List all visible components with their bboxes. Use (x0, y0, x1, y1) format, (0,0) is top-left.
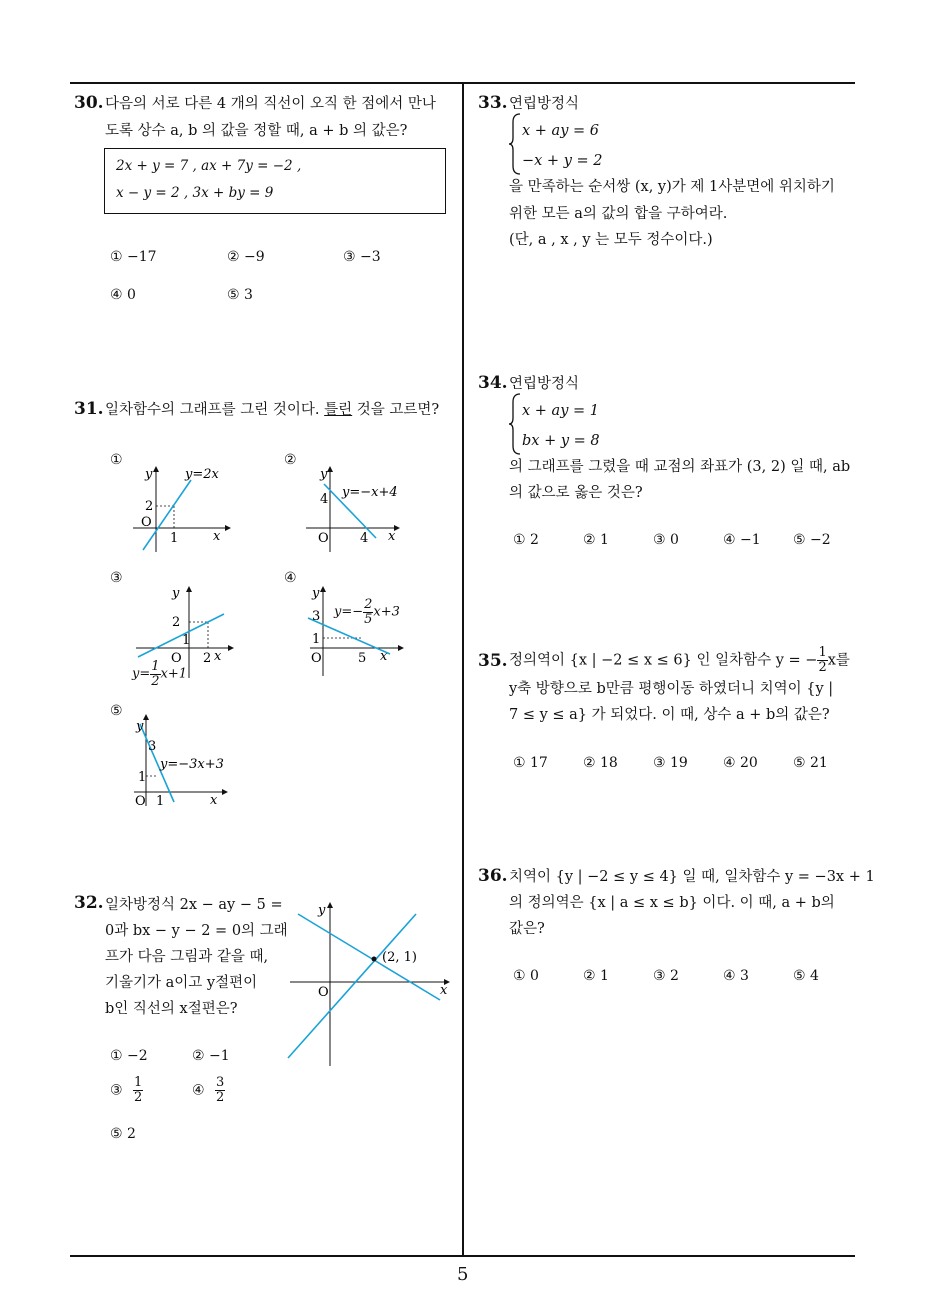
y-label: y (172, 586, 180, 601)
q30-choice-1[interactable]: ① −17 (110, 249, 157, 265)
q35-line1-a: 정의역이 {x | −2 ≤ x ≤ 6} 인 일차함수 y = − (509, 652, 818, 669)
tick-y1: 1 (138, 770, 147, 785)
q34-title: 연립방정식 (509, 376, 580, 392)
q33-line3: (단, a , x , y 는 모두 정수이다.) (509, 232, 713, 248)
y-axis-arrow (153, 466, 159, 472)
q30-line2: 도록 상수 a, b 의 값을 정할 때, a + b 의 값은? (105, 123, 408, 139)
q30-choice-4[interactable]: ④ 0 (110, 287, 136, 303)
line-label: y=−3x+3 (160, 757, 224, 772)
q35-line1-b: x를 (827, 652, 850, 669)
q33-line2: 위한 모든 a의 값의 합을 구하여라. (509, 206, 728, 222)
tick-y1: 1 (312, 632, 321, 647)
q31-graph3-label-pre: y= (132, 666, 151, 682)
q31-graph4 (300, 580, 420, 680)
q35-line3: 7 ≤ y ≤ a} 가 되었다. 이 때, 상수 a + b의 값은? (509, 707, 830, 723)
tick-x1: 1 (156, 794, 165, 809)
q30-box-line2: x − y = 2 , 3x + by = 9 (116, 185, 274, 201)
q31-graph5-mark[interactable]: ⑤ (110, 703, 123, 719)
q31-graph4-label-pre: y=− (334, 604, 364, 620)
tick-y2: 2 (172, 615, 181, 630)
q33-brace (508, 112, 522, 176)
origin-label: O (141, 515, 152, 530)
origin-label: O (135, 794, 146, 809)
q31-prompt-b: 것을 고르면? (356, 402, 440, 418)
frac-den: 5 (364, 612, 373, 627)
choice-mark: ③ (110, 1082, 123, 1099)
q31-graph3-label-frac (150, 660, 160, 689)
tick-x2: 2 (203, 651, 212, 666)
q36-line1: 치역이 {y | −2 ≤ y ≤ 4} 일 때, 일차함수 y = −3x + 1 (509, 869, 875, 885)
intersection-point (372, 957, 377, 962)
q34-choice-1[interactable]: ① 2 (513, 532, 539, 548)
origin-label: O (318, 985, 329, 1000)
q31-graph4-label-frac (363, 598, 373, 627)
q32-graph (280, 896, 455, 1076)
q32-choice-4[interactable] (192, 1076, 225, 1105)
frac-den: 2 (134, 1090, 143, 1105)
y-label: y (145, 467, 153, 482)
frac-num: 3 (216, 1075, 225, 1090)
y-axis-arrow (186, 586, 192, 592)
q30-choice-5[interactable]: ⑤ 3 (227, 287, 253, 303)
q30-box-line1: 2x + y = 7 , ax + 7y = −2 , (116, 158, 302, 174)
q31-graph2 (298, 460, 418, 555)
q35-choice-1[interactable]: ① 17 (513, 755, 548, 771)
point-label: (2, 1) (382, 950, 417, 965)
q36-choice-1[interactable]: ① 0 (513, 968, 539, 984)
q36-number: 36. (478, 866, 508, 886)
q36-choice-4[interactable]: ④ 3 (723, 968, 749, 984)
q36-choice-5[interactable]: ⑤ 4 (793, 968, 819, 984)
q31-prompt-a: 일차함수의 그래프를 그린 것이다. (105, 402, 320, 418)
q31-graph3-label (132, 660, 187, 689)
y-label: y (312, 586, 320, 601)
line-label: y=−x+4 (342, 485, 398, 500)
q33-line1: 을 만족하는 순서쌍 (x, y)가 제 1사분면에 위치하기 (509, 179, 835, 195)
tick-y3: 3 (148, 739, 157, 754)
origin-label: O (318, 531, 329, 546)
tick-x: 1 (170, 531, 179, 546)
q35-choice-5[interactable]: ⑤ 21 (793, 755, 828, 771)
q34-choice-2[interactable]: ② 1 (583, 532, 609, 548)
q31-graph4-mark[interactable]: ④ (284, 570, 297, 586)
q31-graph1 (125, 460, 235, 555)
q30-choice-2[interactable]: ② −9 (227, 249, 265, 265)
q35-number: 35. (478, 651, 508, 671)
q32-choice-1[interactable]: ① −2 (110, 1048, 148, 1064)
q30-line1: 다음의 서로 다른 4 개의 직선이 오직 한 점에서 만나 (105, 96, 436, 112)
q36-choice-3[interactable]: ③ 2 (653, 968, 679, 984)
x-label: x (213, 529, 221, 544)
y-axis-arrow (320, 586, 326, 592)
choice-mark: ④ (192, 1082, 205, 1099)
q31-graph3-label-post: x+1 (160, 666, 188, 682)
x-axis-arrow (222, 789, 228, 795)
q33-eq1: x + ay = 6 (522, 123, 599, 139)
q34-brace (508, 392, 522, 456)
q36-line3: 값은? (509, 921, 545, 937)
q31-number: 31. (74, 399, 104, 419)
q34-choice-4[interactable]: ④ −1 (723, 532, 761, 548)
q32-line2: 0과 bx − y − 2 = 0의 그래 (105, 923, 288, 939)
x-axis-arrow (225, 525, 231, 531)
frac-num: 1 (134, 1075, 143, 1090)
q31-prompt (105, 401, 439, 419)
q32-number: 32. (74, 893, 104, 913)
q36-line2: 의 정의역은 {x | a ≤ x ≤ b} 이다. 이 때, a + b의 (509, 895, 835, 911)
line-increasing (288, 914, 416, 1058)
q34-line1: 의 그래프를 그렸을 때 교점의 좌표가 (3, 2) 일 때, ab (509, 459, 851, 475)
q32-line5: b인 직선의 x절편은? (105, 1001, 238, 1017)
y-label: y (318, 903, 326, 918)
tick-y: 4 (320, 492, 329, 507)
tick-y3: 3 (312, 609, 321, 624)
frac-den: 2 (216, 1090, 225, 1105)
q34-number: 34. (478, 373, 508, 393)
q32-choice-5[interactable]: ⑤ 2 (110, 1126, 136, 1142)
q35-line2: y축 방향으로 b만큼 평행이동 하였더니 치역이 {y | (509, 681, 834, 697)
q31-graph4-label-post: x+3 (373, 604, 400, 620)
x-axis-arrow (398, 645, 404, 651)
y-axis-arrow (327, 466, 333, 472)
q30-choice-3[interactable]: ③ −3 (343, 249, 381, 265)
q31-prompt-underlined: 틀린 (324, 402, 353, 418)
q34-choice-5[interactable]: ⑤ −2 (793, 532, 831, 548)
y-label: y (136, 719, 144, 734)
q34-line2: 의 값으로 옳은 것은? (509, 485, 643, 501)
q33-title: 연립방정식 (509, 96, 580, 112)
q32-line3: 프가 다음 그림과 같을 때, (105, 949, 269, 965)
q32-choice-3[interactable] (110, 1076, 143, 1105)
q33-eq2: −x + y = 2 (522, 153, 603, 169)
x-label: x (210, 793, 218, 808)
x-label: x (214, 649, 222, 664)
frac-den: 2 (818, 660, 827, 675)
q35-choice-4[interactable]: ④ 20 (723, 755, 758, 771)
x-label: x (380, 649, 388, 664)
frac-num: 1 (151, 659, 160, 674)
q32-line1: 일차방정식 2x − ay − 5 = (105, 897, 283, 913)
q33-number: 33. (478, 93, 508, 113)
q35-choice-3[interactable]: ③ 19 (653, 755, 688, 771)
y-label: y (320, 467, 328, 482)
q31-graph2-mark[interactable]: ② (284, 452, 297, 468)
origin-label: O (171, 651, 182, 666)
y-axis-arrow (143, 714, 149, 720)
x-label: x (440, 983, 448, 998)
frac-den: 2 (151, 674, 160, 689)
q31-graph5 (126, 710, 236, 810)
frac-num: 1 (818, 645, 827, 660)
q31-graph4-label (334, 598, 400, 627)
line-label: y=2x (185, 467, 219, 482)
q35-line1 (509, 646, 850, 675)
x-label: x (388, 529, 396, 544)
q32-choice-2[interactable]: ② −1 (192, 1048, 230, 1064)
page-number: 5 (457, 1264, 469, 1285)
frac-num: 2 (364, 597, 373, 612)
column-divider (462, 82, 464, 1256)
q32-choice-4-frac (215, 1076, 225, 1105)
q36-choice-2[interactable]: ② 1 (583, 968, 609, 984)
q35-fraction (817, 646, 827, 675)
tick-y1: 1 (182, 633, 191, 648)
q35-choice-2[interactable]: ② 18 (583, 755, 618, 771)
q31-graph1-mark[interactable]: ① (110, 452, 123, 468)
x-axis-arrow (228, 645, 234, 651)
tick-x5: 5 (358, 651, 367, 666)
y-axis-arrow (327, 902, 333, 908)
q31-graph3-mark[interactable]: ③ (110, 570, 123, 586)
tick-x: 4 (360, 531, 369, 546)
q32-line4: 기울기가 a이고 y절편이 (105, 975, 258, 991)
bottom-rule (70, 1255, 855, 1257)
tick-y: 2 (145, 499, 154, 514)
q30-number: 30. (74, 93, 104, 113)
q34-choice-3[interactable]: ③ 0 (653, 532, 679, 548)
origin-label: O (311, 651, 322, 666)
q34-eq1: x + ay = 1 (522, 403, 599, 419)
q34-eq2: bx + y = 8 (522, 433, 600, 449)
q32-choice-3-frac (133, 1076, 143, 1105)
